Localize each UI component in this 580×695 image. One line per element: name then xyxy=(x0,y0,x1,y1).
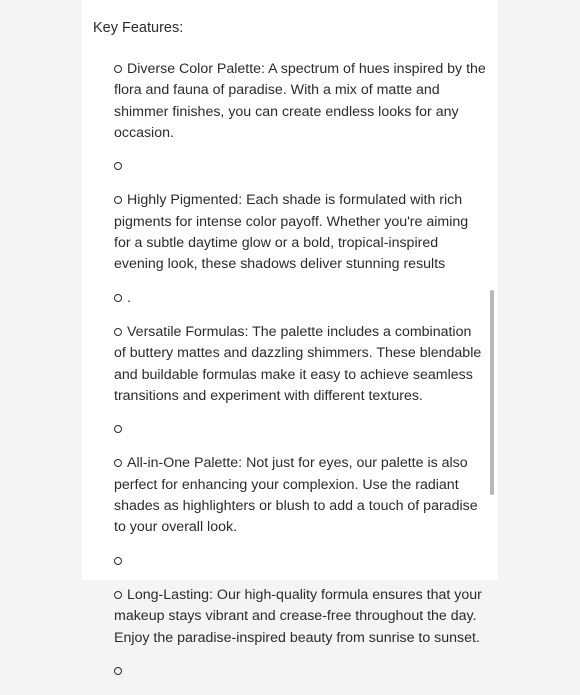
document-page xyxy=(82,0,498,646)
list-item xyxy=(114,322,486,407)
list-item xyxy=(114,551,486,572)
list-item-text: Diverse Color Palette: A spectrum of hues inspired by the flora and fauna of paradise. With a mix of matte and shimmer finishes, you can create endless looks for any occasion. xyxy=(114,61,486,141)
list-item xyxy=(114,288,486,309)
page-heading: Key Features: xyxy=(93,20,184,36)
list-item-text: Highly Pigmented: Each shade is formulated with rich pigments for intense color payoff. Whether you're aiming for a subtle daytime glow or a bold, tropical-inspired evening look, these shadows deliver stunning results xyxy=(114,192,469,273)
list-item xyxy=(114,420,486,441)
list-item xyxy=(114,661,486,682)
hollow-circle-icon xyxy=(114,425,122,433)
list-item xyxy=(114,59,486,144)
scrollbar-thumb[interactable] xyxy=(490,290,494,495)
list-item-text: All-in-One Palette: Not just for eyes, our palette is also perfect for enhancing your complexion. Use the radiant shades as highlighters or blush to add a touch of paradise to your overall look. xyxy=(114,455,478,536)
list-item-text: Long-Lasting: Our high-quality formula ensures that your makeup stays vibrant and crease-free throughout the day. Enjoy the paradise-inspired beauty from sunrise to sunset. xyxy=(114,586,482,646)
list-item xyxy=(114,585,486,649)
hollow-circle-icon xyxy=(114,65,122,73)
hollow-circle-icon xyxy=(114,196,122,204)
hollow-circle-icon xyxy=(114,162,122,170)
hollow-circle-icon xyxy=(114,294,122,302)
list-item-text: Versatile Formulas: The palette includes a combination of buttery mattes and dazzling shimmers. These blendable and buildable formulas make it easy to achieve seamless transitions and experiment with different textures. xyxy=(114,323,482,404)
list-item xyxy=(114,453,486,538)
hollow-circle-icon xyxy=(114,459,122,467)
hollow-circle-icon xyxy=(114,591,122,599)
features-list xyxy=(114,59,486,695)
hollow-circle-icon xyxy=(114,328,122,336)
list-item-text: . xyxy=(127,290,131,307)
list-item xyxy=(114,190,486,275)
list-item xyxy=(114,157,486,178)
hollow-circle-icon xyxy=(114,667,122,675)
hollow-circle-icon xyxy=(114,557,122,565)
